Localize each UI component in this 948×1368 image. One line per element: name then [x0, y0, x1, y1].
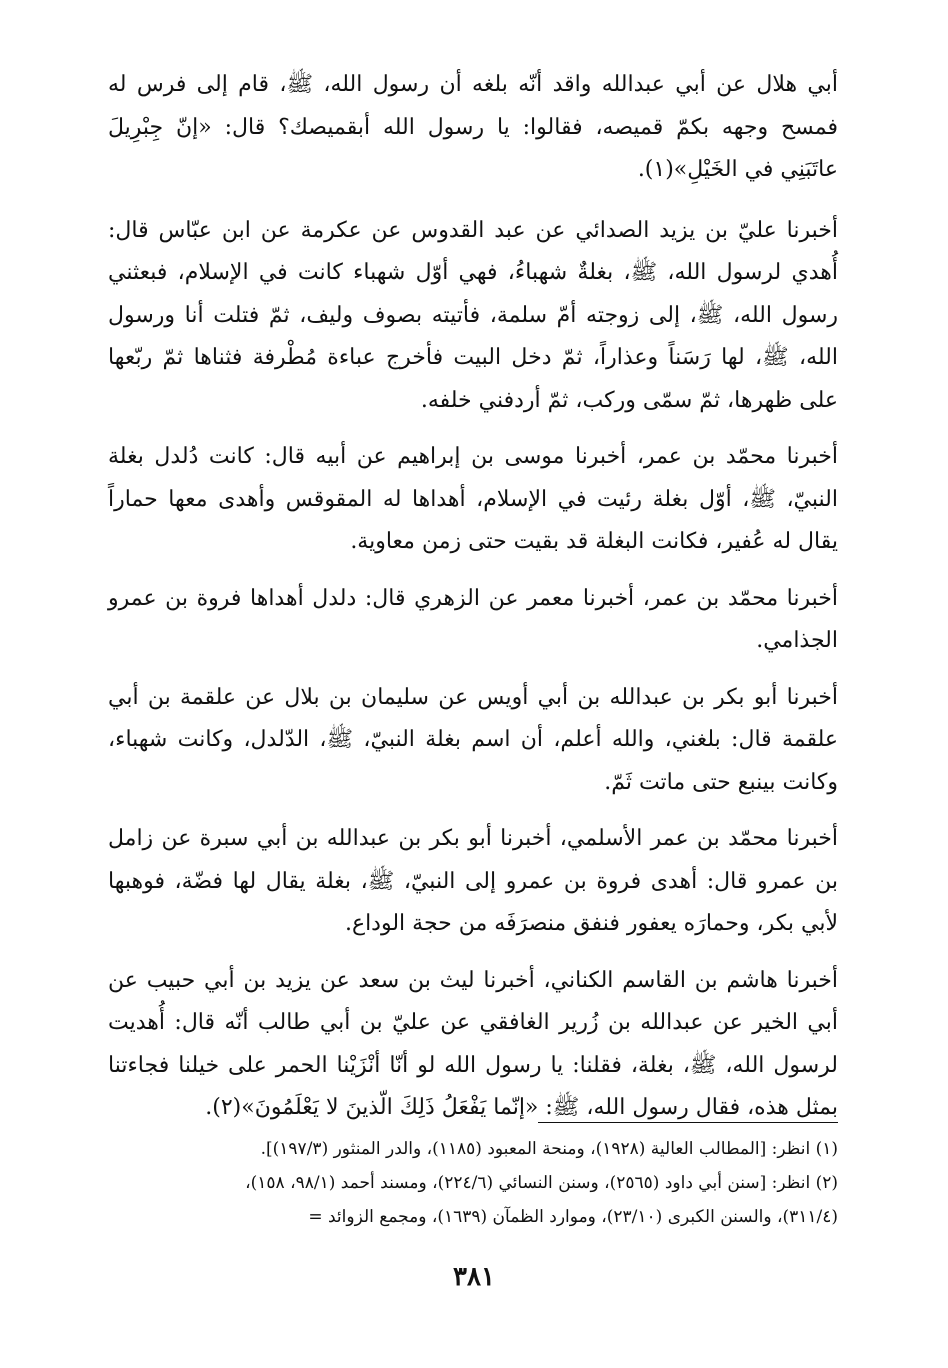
paragraph: أخبرنا هاشم بن القاسم الكناني، أخبرنا ليث بن سعد عن يزيد بن أبي حبيب عن أبي الخير عن عبدالله بن زُرير الغافقي عن عليّ بن أبي طالب أنّه قال: أُهديت لرسول الله، ﷺ، بغلة، فقلنا: يا رسول الله لو أنّا أنْزَيْنا الحمر على خيلنا فجاءتنا بمثل هذه، فقال رسول الله، ﷺ: «إنّما يَفْعَلُ ذَلِكَ الّذينَ لا يَعْلَمُونَ»(٢). — [108, 967, 838, 1120]
paragraph: أخبرنا عليّ بن يزيد الصدائي عن عبد القدوس عن عكرمة عن ابن عبّاس قال: أُهدي لرسول الله، ﷺ، بغلةٌ شهباءُ، فهي أوّل شهباء كانت في الإسلام، فبعثني رسول الله، ﷺ، إلى زوجته أمّ سلمة، فأتيته بصوف وليف، ثمّ فتلت أنا ورسول الله، ﷺ، لها رَسَناً وعذاراً، ثمّ دخل البيت فأخرج عباءة مُطْرفة فثناها ثمّ ربّعها على ظهرها، ثمّ سمّى وركب، ثمّ أردفني خلفه. — [108, 217, 838, 413]
paragraph: أخبرنا أبو بكر بن عبدالله بن أبي أويس عن سليمان بن بلال عن علقمة بن أبي علقمة قال: بلغني، والله أعلم، أن اسم بغلة النبيّ، ﷺ، الدّلدل، وكانت شهباء، وكانت بينبع حتى ماتت ثَمّ. — [108, 684, 838, 795]
footnotes — [108, 1132, 838, 1234]
footnote-divider — [538, 1122, 838, 1123]
paragraph: أخبرنا محمّد بن عمر الأسلمي، أخبرنا أبو بكر بن عبدالله بن أبي سبرة عن زامل بن عمرو قال: أهدى فروة بن عمرو إلى النبيّ، ﷺ، بغلة يقال لها فضّة، فوهبها لأبي بكر، وحمارَه يعفور فنفق منصرَفَه من حجة الوداع. — [108, 826, 838, 936]
footnote-continuation: (٣١١/٤)، والسنن الكبرى (٢٣/١٠)، وموارد الظمآن (١٦٣٩)، ومجمع الزوائد = — [308, 1207, 838, 1227]
main-text — [108, 64, 838, 1144]
paragraph: أبي هلال عن أبي عبدالله واقد أنّه بلغه أن رسول الله، ﷺ، قام إلى فرس له فمسح وجهه بكمّ قميصه، فقالوا: يا رسول الله أبقميصك؟ قال: «إنّ جِبْرِيلَ عاتَبَنِي في الخَيْلِ»(١). — [108, 72, 839, 182]
paragraph: أخبرنا محمّد بن عمر، أخبرنا موسى بن إبراهيم عن أبيه قال: كانت دُلدل بغلة النبيّ، ﷺ، أوّل بغلة رئيت في الإسلام، أهداها له المقوقس وأهدى معها حماراً يقال له عُفير، فكانت البغلة قد بقيت حتى زمن معاوية. — [108, 444, 838, 554]
paragraph: أخبرنا محمّد بن عمر، أخبرنا معمر عن الزهري قال: دلدل أهداها فروة بن عمرو الجذامي. — [108, 585, 838, 653]
footnote: (١) انظر: [المطالب العالية (١٩٢٨)، ومنحة المعبود (١١٨٥)، والدر المنثور (١٩٧/٣)]. — [260, 1139, 838, 1159]
page-number: ٣٨١ — [453, 1262, 495, 1292]
footnote: (٢) انظر: [سنن أبي داود (٢٥٦٥)، وسنن النسائي (٢٢٤/٦)، ومسند أحمد (٩٨/١، ١٥٨)، — [245, 1173, 838, 1193]
